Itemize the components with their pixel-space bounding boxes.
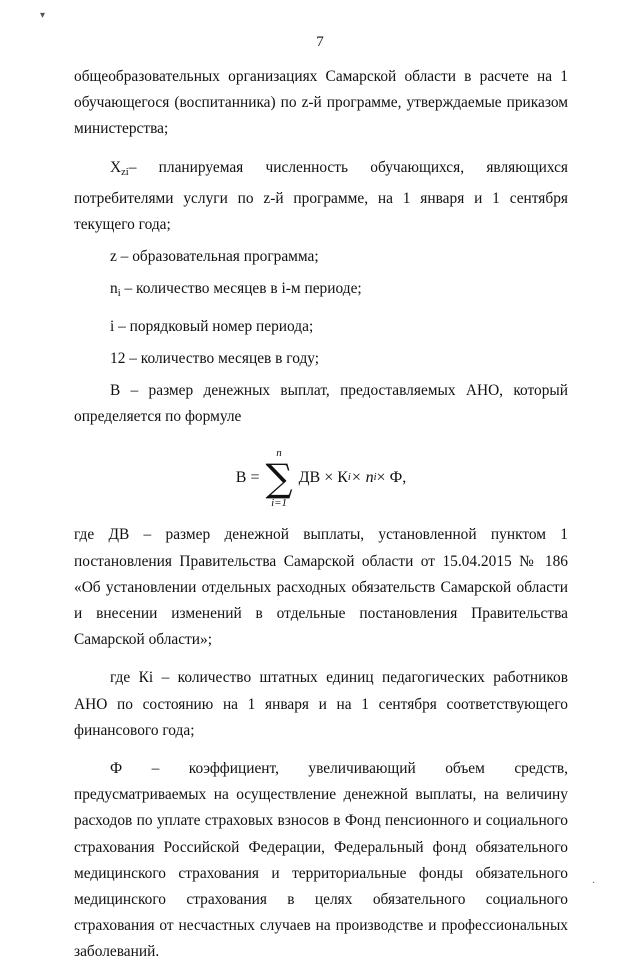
sum-operator [265, 447, 292, 509]
paragraph-3: z – образовательная программа; [110, 248, 319, 266]
paragraph-6: 12 – количество месяцев в году; [110, 349, 320, 367]
formula-term-rest: × Ф, [376, 469, 407, 487]
formula-k-subscript: i [347, 472, 351, 484]
paragraph-2-text: – планируемая численность обучающихся, являющихся потребителями услуги по z-й программе, на 1 января и 1 сентября текущего года; [74, 158, 568, 234]
sum-upper-limit: n [276, 447, 282, 460]
formula-lhs: В = [235, 469, 260, 487]
symbol-n-subscript: i [117, 288, 121, 300]
paragraph-5: i – порядковый номер периода; [110, 317, 314, 335]
paragraph-4 [74, 276, 568, 307]
paragraph-10: Ф – коэффициент, увеличивающий объем средств, предусматриваемых на осуществление денежной выплаты, на величину расходов по уплате страховых взносов в Фонд пенсионного и социального страхования Российской Федерации, Федеральный фонд обязательного медицинского страхования и территориальные фонды обязательного медицинского страхования в целях обязательного социального страхования от несчастных случаев на производстве и профессиональных заболеваний. [74, 760, 568, 961]
paragraph-1: общеобразовательных организациях Самарской области в расчете на 1 обучающегося (воспитанника) по z-й программе, утверждаемые приказом министерства; [74, 68, 568, 138]
formula-n-subscript: i [373, 472, 377, 484]
formula-term-n: × n [350, 469, 374, 487]
paragraph-9: где Кi – количество штатных единиц педагогических работников АНО по состоянию на 1 января и на 1 сентября соответствующего финансового года; [74, 669, 568, 739]
paragraph-4-text: – количество месяцев в i-м периоде; [120, 280, 362, 298]
formula [74, 440, 568, 516]
symbol-x: X [110, 158, 122, 176]
scan-mark-bottom: · [592, 878, 596, 889]
sigma-icon: ∑ [265, 456, 293, 501]
symbol-n: n [110, 280, 118, 298]
paragraph-8: где ДВ – размер денежной выплаты, установленной пунктом 1 постановления Правительства Самарской области от 15.04.2015 № 186 «Об установлении отдельных расходных обязательств Самарской области и внесении изменений в отдельные постановления Правительства Самарской области»; [74, 526, 568, 649]
page-number: 7 [316, 34, 324, 50]
document-body [74, 64, 568, 966]
paragraph-7: В – размер денежных выплат, предоставляемых АНО, который определяется по формуле [74, 382, 568, 426]
paragraph-2 [74, 155, 568, 239]
sum-lower-limit: i=1 [271, 497, 288, 510]
formula-term-dv: ДВ × К [298, 469, 348, 487]
symbol-x-subscript: zi [121, 166, 129, 178]
scan-mark-top: ▾ [40, 10, 46, 21]
